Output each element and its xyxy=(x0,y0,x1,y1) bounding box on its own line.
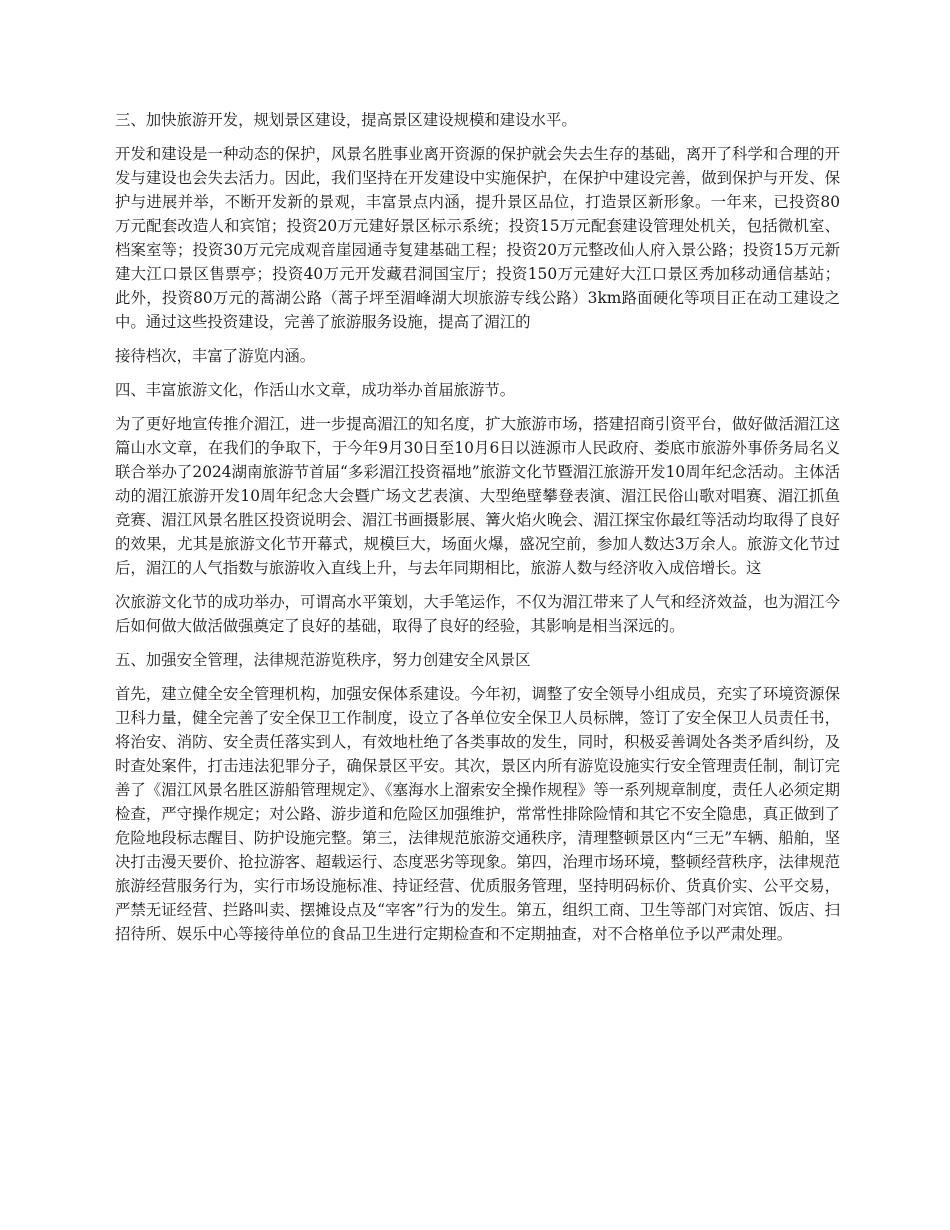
paragraph-tourism-festival-continued: 次旅游文化节的成功举办，可谓高水平策划，大手笔运作，不仅为湄江带来了人气和经济效益，也为湄江今后如何做大做活做强奠定了良好的基础，取得了良好的经验，其影响是相当深远的。 xyxy=(115,593,840,635)
section-heading-4: 四、丰富旅游文化，作活山水文章，成功举办首届旅游节。 xyxy=(115,381,516,399)
section-heading-5: 五、加强安全管理，法律规范游览秩序，努力创建安全风景区 xyxy=(115,651,531,669)
paragraph-development-continued: 接待档次，丰富了游览内涵。 xyxy=(115,347,316,365)
paragraph-safety-management: 首先，建立健全安全管理机构，加强安保体系建设。今年初，调整了安全领导小组成员，充实了环境资源保卫科力量，健全完善了安全保卫工作制度，设立了各单位安全保卫人员标牌，签订了安全保卫人员责任书，将治安、消防、安全责任落实到人，有效地杜绝了各类事故的发生，同时，积极妥善调处各类矛盾纠纷，及时查处案件，打击违法犯罪分子，确保景区平安。其次，景区内所有游览设施实行安全管理责任制，制订完善了《湄江风景名胜区游船管理规定》、《塞海水上溜索安全操作规程》等一系列规章制度，责任人必须定期检查，严守操作规定；对公路、游步道和危险区加强维护，常常性排除险情和其它不安全隐患，真正做到了危险地段标志醒目、防护设施完整。第三，法律规范旅游交通秩序，清理整顿景区内“三无”车辆、船舶，坚决打击漫天要价、抢拉游客、超载运行、态度恶劣等现象。第四，治理市场环境，整顿经营秩序，法律规范旅游经营服务行为，实行市场设施标准、持证经营、优质服务管理，坚持明码标价、货真价实、公平交易，严禁无证经营、拦路叫卖、摆摊设点及“宰客”行为的发生。第五，组织工商、卫生等部门对宾馆、饭店、扫招待所、娱乐中心等接待单位的食品卫生进行定期检查和不定期抽查，对不合格单位予以严肃处理。 xyxy=(115,685,840,943)
document-body xyxy=(115,108,840,956)
paragraph-tourism-festival: 为了更好地宣传推介湄江，进一步提高湄江的知名度，扩大旅游市场，搭建招商引资平台，做好做活湄江这篇山水文章，在我们的争取下，于今年9月30日至10月6日以涟源市人民政府、娄底市旅游外事侨务局名义联合举办了2024湖南旅游节首届“多彩湄江投资福地”旅游文化节暨湄江旅游开发10周年纪念活动。主体活动的湄江旅游开发10周年纪念大会暨广场文艺表演、大型绝壁攀登表演、湄江民俗山歌对唱赛、湄江抓鱼竞赛、湄江风景名胜区投资说明会、湄江书画摄影展、篝火焰火晚会、湄江探宝你最红等活动均取得了良好的效果，尤其是旅游文化节开幕式，规模巨大，场面火爆，盛况空前，参加人数达3万余人。旅游文化节过后，湄江的人气指数与旅游收入直线上升，与去年同期相比，旅游人数与经济收入成倍增长。这 xyxy=(115,415,840,577)
paragraph-development: 开发和建设是一种动态的保护，风景名胜事业离开资源的保护就会失去生存的基础，离开了科学和合理的开发与建设也会失去活力。因此，我们坚持在开发建设中实施保护，在保护中建设完善，做到保护与开发、保护与进展并举，不断开发新的景观，丰富景点内涵，提升景区品位，打造景区新形象。一年来，已投资80万元配套改造人和宾馆；投资20万元建好景区标示系统；投资15万元配套建设管理处机关，包括微机室、档案室等；投资30万元完成观音崖园通寺复建基础工程；投资20万元整改仙人府入景公路；投资15万元新建大江口景区售票亭；投资40万元开发藏君洞国宝厅；投资150万元建好大江口景区秀加移动通信基站；此外，投资80万元的蒿湖公路（蒿子坪至湄峰湖大坝旅游专线公路）3km路面硬化等项目正在动工建设之中。通过这些投资建设，完善了旅游服务设施，提高了湄江的 xyxy=(115,145,840,331)
section-heading-3: 三、加快旅游开发，规划景区建设，提高景区建设规模和建设水平。 xyxy=(115,111,577,129)
